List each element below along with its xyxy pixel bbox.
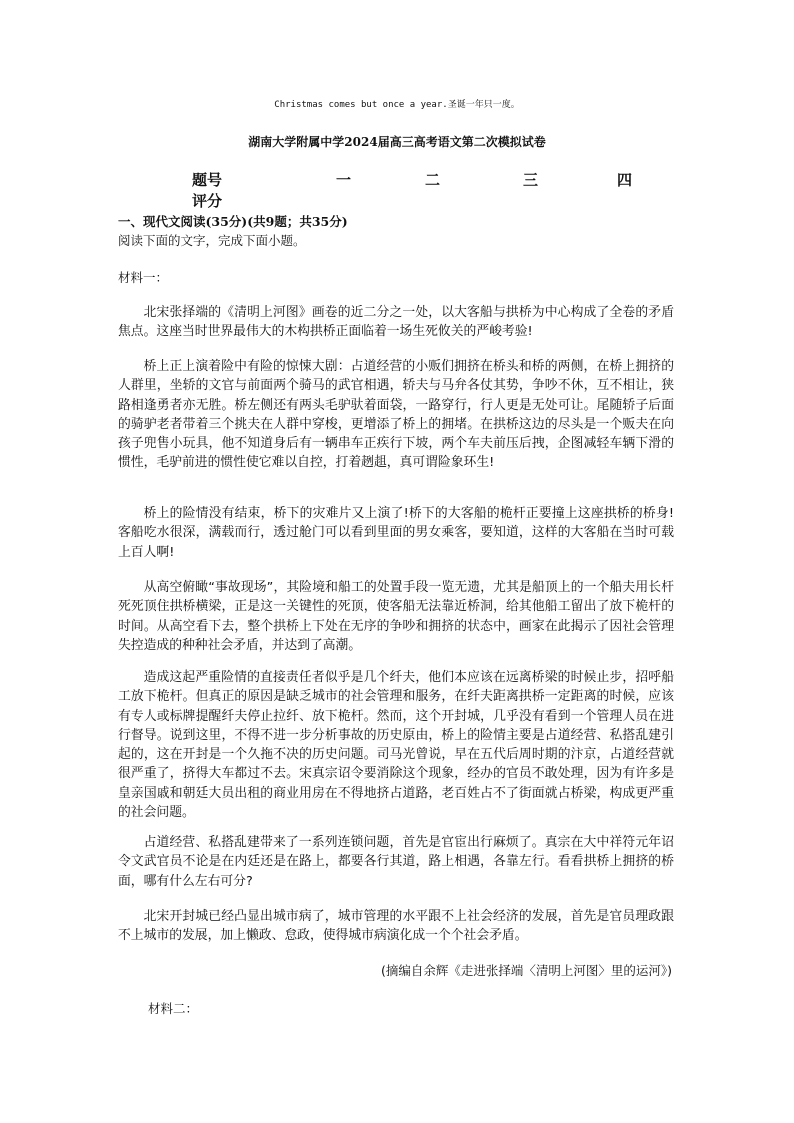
- score-table-label-score: 评分: [192, 192, 223, 210]
- header-motto: Christmas comes but once a year.圣诞一年只一度。: [274, 100, 520, 110]
- paragraph: 桥上的险情没有结束，桥下的灾难片又上演了!桥下的大客船的桅杆正要撞上这座拱桥的桥身!客船吃水很深，满载而行，透过舱门可以看到里面的男女乘客，要知道，这样的大客船在当时可载上百人啊!: [118, 506, 674, 560]
- score-table-col-2: 二: [425, 171, 441, 189]
- material-2-label: 材料二：: [148, 1001, 199, 1016]
- section-instruction: 阅读下面的文字，完成下面小题。: [118, 233, 306, 248]
- score-table-col-3: 三: [523, 171, 539, 189]
- score-table-label-question-no: 题号: [192, 171, 223, 189]
- paragraph: 占道经营、私搭乱建带来了一系列连锁问题，首先是官宦出行麻烦了。真宗在大中祥符元年诏令文武官员不论是在内廷还是在路上，都要各行其道，路上相遇，各靠左行。看看拱桥上拥挤的桥面，哪有什么左右可分?: [118, 835, 674, 889]
- score-table-header-row: [192, 169, 642, 189]
- exam-title: 湖南大学附属中学2024届高三高考语文第二次模拟试卷: [248, 135, 546, 149]
- paragraph: 北宋开封城已经凸显出城市病了，城市管理的水平跟不上社会经济的发展，首先是官员理政跟不上城市的发展，加上懒政、怠政，使得城市病演化成一个个社会矛盾。: [118, 909, 674, 944]
- paragraph: 北宋张择端的《清明上河图》画卷的近二分之一处，以大客船与拱桥为中心构成了全卷的矛盾焦点。这座当时世界最伟大的木构拱桥正面临着一场生死攸关的严峻考验!: [118, 305, 674, 340]
- paragraph: 桥上正上演着险中有险的惊悚大剧：占道经营的小贩们拥挤在桥头和桥的两侧，在桥上拥挤的人群里，坐轿的文官与前面两个骑马的武官相遇，轿夫与马弁各仗其势，争吵不休，互不相让，狭路相逢勇者亦无胜。桥左侧还有两头毛驴驮着面袋，一路穿行，行人更是无处可让。尾随轿子后面的骑驴老者带着三个挑夫在人群中穿梭，更增添了桥上的拥堵。在拱桥这边的尽头是一个贩夫在向孩子兜售小玩具，他不知道身后有一辆串车正疾行下坡，两个车夫前压后拽，企图减轻车辆下滑的惯性，毛驴前进的惯性使它难以自控，打着趔趄，真可谓险象环生!: [118, 359, 674, 471]
- source-citation: (摘编自余辉《走进张择端〈清明上河图〉里的运河》): [380, 963, 672, 978]
- section-heading: 一、现代文阅读(35分)(共9题；共35分): [118, 214, 348, 229]
- paragraph: 造成这起严重险情的直接责任者似乎是几个纤夫，他们本应该在远离桥梁的时候止步，招呼船工放下桅杆。但真正的原因是缺乏城市的社会管理和服务，在纤夫距离拱桥一定距离的时候，应该有专人或标牌提醒纤夫停止拉纤、放下桅杆。然而，这个开封城，几乎没有看到一个管理人员在进行督导。说到这里，不得不进一步分析事故的历史原由，桥上的险情主要是占道经营、私搭乱建引起的，这在开封是一个久拖不决的历史问题。司马光曾说，早在五代后周时期的汴京，占道经营就很严重了，挤得大车都过不去。宋真宗诏令要消除这个现象，经办的官员不敢处理，因为有许多是皇亲国戚和朝廷大员出租的商业用房在不得地挤占道路，老百姓占不了街面就占桥梁，构成更严重的社会问题。: [118, 670, 674, 821]
- material-1-label: 材料一：: [118, 270, 169, 285]
- score-table-col-1: 一: [336, 171, 352, 189]
- score-table-col-4: 四: [617, 171, 633, 189]
- paragraph: 从高空俯瞰“事故现场”，其险境和船工的处置手段一览无遗，尤其是船顶上的一个船夫用长杆死死顶住拱桥横梁，正是这一关键性的死顶，使客船无法靠近桥洞，给其他船工留出了放下桅杆的时间。从高空看下去，整个拱桥上下处在无序的争吵和拥挤的状态中，画家在此揭示了因社会管理失控造成的种种社会矛盾，并达到了高潮。: [118, 580, 674, 653]
